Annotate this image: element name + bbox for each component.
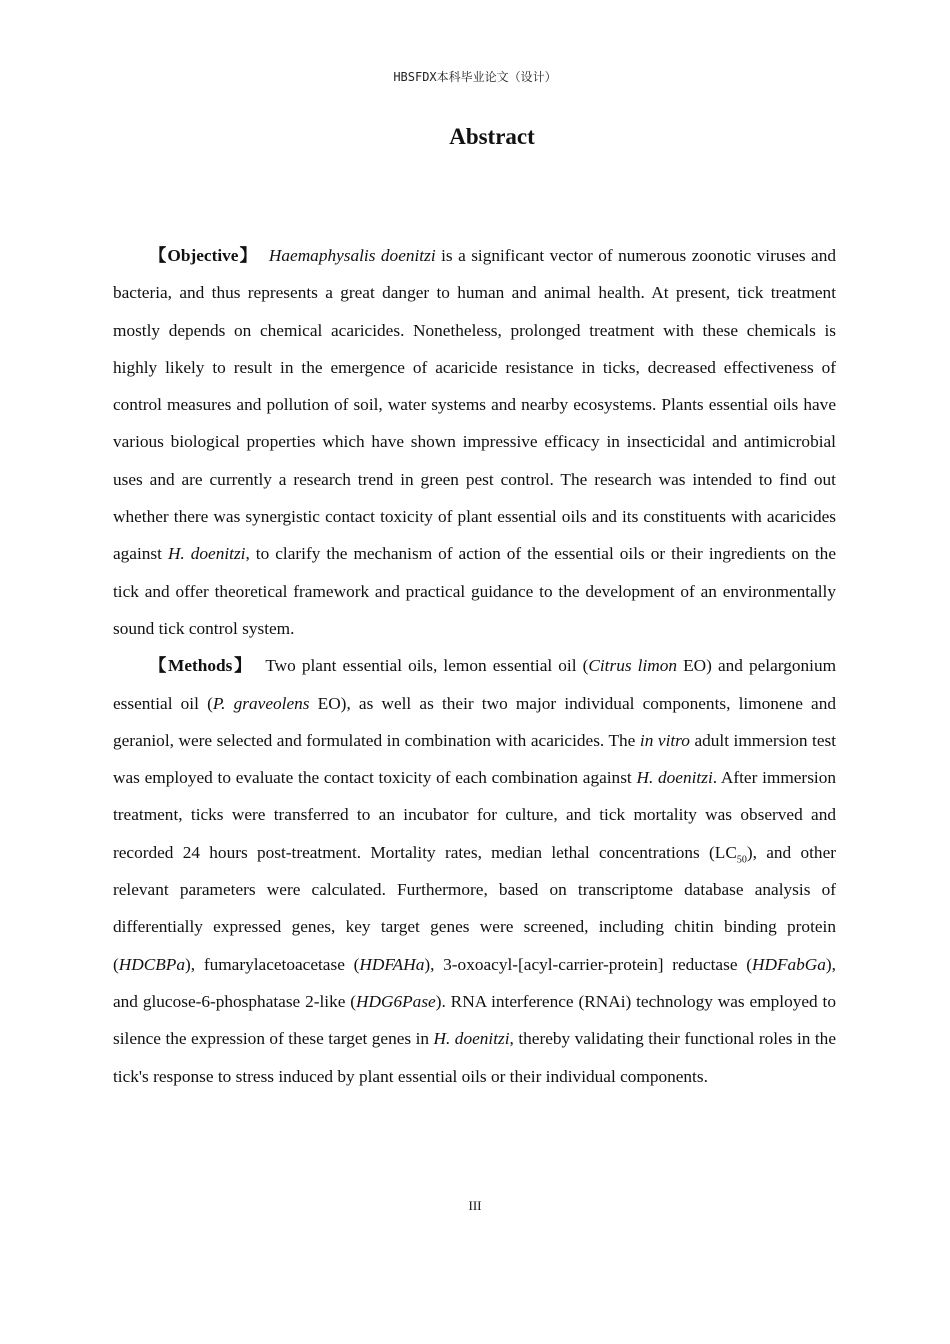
methods-paragraph: 【Methods】 Two plant essential oils, lemon essential oil (Citrus limon EO) and pelargonium essential oil (P. graveolens EO), as well as their two major individual components, limonene and geraniol, were selected and formulated in combination with acaricides. The in vitro adult immersion test was employed to evaluate the contact toxicity of each combination against H. doenitzi. After immersion treatment, ticks were transferred to an incubator for culture, and tick mortality was observed and recorded 24 hours post-treatment. Mortality rates, median lethal concentrations $(LC_{50})$, and other relevant parameters were calculated. Furthermore, based on transcriptome database analysis of differentially expressed genes, key target genes were screened, including chitin binding protein (HDCBPa), fumarylacetoacetase (HDFAHa), 3-oxoacyl-[acyl-carrier-protein] reductase (HDFabGa), and glucose-6-phosphatase 2-like (HDG6Pase). RNA interference (RNAi) technology was employed to silence the expression of these target genes in H. doenitzi, thereby validating their functional roles in the tick's response to stress induced by plant essential oils or their individual components. xyxy=(113,656,837,1086)
gene-name: HDCBPa xyxy=(118,954,186,974)
species-abbrev: H. doenitzi xyxy=(167,544,246,564)
objective-label: 【Objective】 xyxy=(149,246,258,265)
page-number: III xyxy=(468,1198,482,1213)
gene-name: HDG6Pase xyxy=(356,991,436,1011)
abstract-title: Abstract xyxy=(449,124,535,149)
abstract-body xyxy=(113,237,836,1095)
species-name: Haemaphysalis doenitzi xyxy=(268,246,436,265)
objective-paragraph: 【Objective】 Haemaphysalis doenitzi is a significant vector of numerous zoonotic viruses and bacteria, and thus represents a great danger to human and animal health. At present, tick treatment mostly depends on chemical acaricides. Nonetheless, prolonged treatment with these chemicals is highly likely to result in the emergence of acaricide resistance in ticks, decreased effectiveness of control measures and pollution of soil, water systems and nearby ecosystems. Plants essential oils have various biological properties which have shown impressive efficacy in insecticidal and antimicrobial uses and are currently a research trend in green pest control. The research was intended to find out whether there was synergistic contact toxicity of plant essential oils and its constituents with acaricides against H. doenitzi, to clarify the mechanism of action of the essential oils or their ingredients on the tick and offer theoretical framework and practical guidance to the development of an environmentally sound tick control system. xyxy=(113,246,837,638)
gene-name: HDFAHa xyxy=(359,954,425,974)
methods-label: 【Methods】 xyxy=(149,656,254,676)
running-header: HBSFDX本科毕业论文（设计） xyxy=(393,70,557,84)
gene-name: HDFabGa xyxy=(752,954,826,974)
